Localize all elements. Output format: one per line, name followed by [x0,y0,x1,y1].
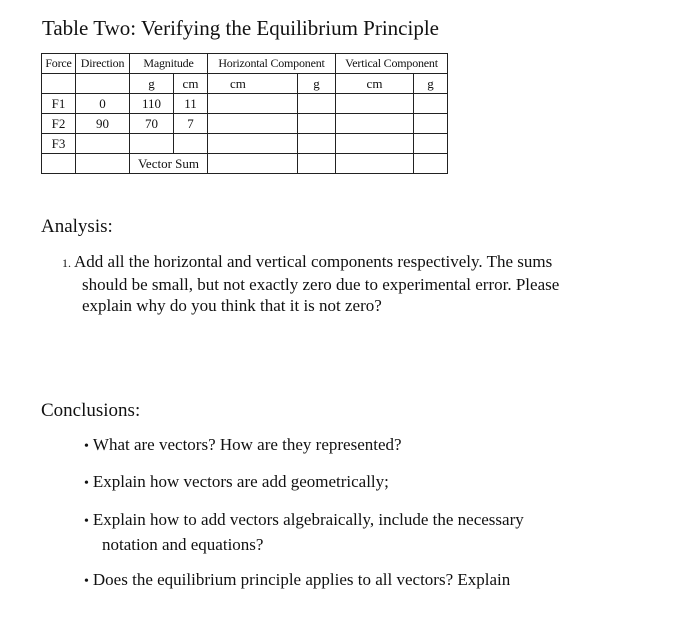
unit-cell: cm [208,74,298,94]
header-vertical-component: Vertical Component [336,54,448,74]
list-item [84,568,510,593]
cell-empty [42,154,76,174]
cell-mag-g: 70 [130,114,174,134]
header-force: Force [42,54,76,74]
equilibrium-table [41,53,448,174]
unit-cell: cm [336,74,414,94]
bullet-icon: • [84,439,89,454]
header-direction: Direction [76,54,130,74]
analysis-line: should be small, but not exactly zero due to experimental error. Please [82,275,560,294]
cell-mag-cm: 11 [174,94,208,114]
unit-cell: g [130,74,174,94]
cell-h-g [298,114,336,134]
cell-direction: 90 [76,114,130,134]
table-header-row [42,54,448,74]
table-units-row [42,74,448,94]
cell-empty [76,154,130,174]
analysis-line-text: Add all the horizontal and vertical components respectively. The sums [74,252,553,271]
analysis-line: explain why do you think that it is not zero? [82,296,382,315]
unit-cell: g [414,74,448,94]
cell-v-cm [336,114,414,134]
cell-v-g [414,94,448,114]
cell-v-cm [336,134,414,154]
unit-cell [42,74,76,94]
cell-h-cm [208,114,298,134]
analysis-heading: Analysis: [41,216,113,237]
bullet-icon: • [84,574,89,589]
conclusions-heading: Conclusions: [41,400,141,421]
cell-empty [414,154,448,174]
list-item [84,470,389,495]
list-item-text: What are vectors? How are they represented? [92,435,402,454]
header-horizontal-component: Horizontal Component [208,54,336,74]
cell-mag-cm [174,134,208,154]
unit-cell: cm [174,74,208,94]
cell-mag-g: 110 [130,94,174,114]
analysis-item [62,251,662,316]
cell-mag-cm: 7 [174,114,208,134]
vector-sum-row [42,154,448,174]
unit-cell [76,74,130,94]
header-magnitude: Magnitude [130,54,208,74]
cell-direction: 0 [76,94,130,114]
bullet-icon: • [84,476,89,491]
cell-empty [208,154,298,174]
table-row [42,134,448,154]
unit-cell: g [298,74,336,94]
cell-mag-g [130,134,174,154]
list-item [84,508,524,556]
list-item-text: Does the equilibrium principle applies to all vectors? Explain [92,570,511,589]
cell-v-cm [336,94,414,114]
page-title: Table Two: Verifying the Equilibrium Principle [42,16,439,40]
cell-empty [336,154,414,174]
cell-force: F3 [42,134,76,154]
cell-h-cm [208,94,298,114]
list-item-text: Explain how to add vectors algebraically, include the necessary [92,510,524,529]
analysis-line [62,251,662,274]
item-number: 1. [62,256,71,270]
list-item-text: Explain how vectors are add geometrically; [92,472,389,491]
cell-h-g [298,134,336,154]
cell-h-g [298,94,336,114]
cell-h-cm [208,134,298,154]
bullet-icon: • [84,514,89,529]
list-item [84,433,402,458]
cell-force: F1 [42,94,76,114]
table-row [42,114,448,134]
vector-sum-label: Vector Sum [130,154,208,174]
table-row [42,94,448,114]
list-item-continuation: notation and equations? [102,535,264,554]
cell-force: F2 [42,114,76,134]
cell-v-g [414,134,448,154]
cell-v-g [414,114,448,134]
cell-empty [298,154,336,174]
cell-direction [76,134,130,154]
